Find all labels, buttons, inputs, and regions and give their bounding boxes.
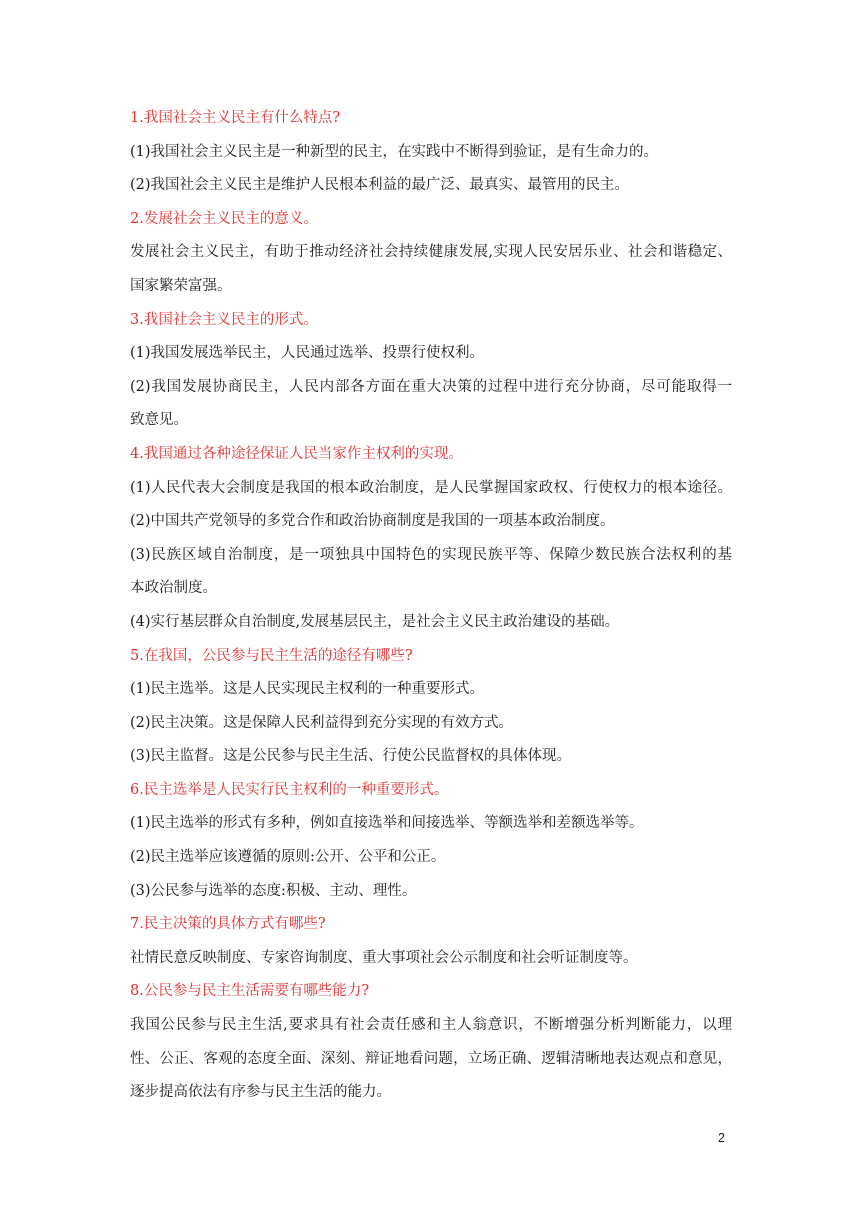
answer-3-point-1: (1)我国发展选举民主，人民通过选举、投票行使权利。: [130, 345, 485, 362]
answer-2-line-2: 国家繁荣富强。: [130, 277, 232, 294]
answer-4-point-3-line-1: (3)民族区域自治制度，是一项独具中国特色的实现民族平等、保障少数民族合法权利的基: [130, 546, 732, 563]
answer-4-point-2: (2)中国共产党领导的多党合作和政治协商制度是我国的一项基本政治制度。: [130, 513, 615, 530]
question-2-heading: 2.发展社会主义民主的意义。: [130, 210, 318, 227]
page-number: 2: [718, 1131, 725, 1145]
answer-6-point-2: (2)民主选举应该遵循的原则:公开、公平和公正。: [130, 849, 446, 866]
answer-5-point-1: (1)民主选举。这是人民实现民主权利的一种重要形式。: [130, 681, 485, 698]
answer-4-point-1: (1)人民代表大会制度是我国的根本政治制度，是人民掌握国家政权、行使权力的根本途径。: [130, 479, 732, 496]
answer-3-point-2-line-2: 致意见。: [130, 412, 188, 429]
answer-6-point-1: (1)民主选举的形式有多种，例如直接选举和间接选举、等额选举和差额选举等。: [130, 815, 644, 832]
question-1-heading: 1.我国社会主义民主有什么特点?: [130, 110, 341, 126]
question-6-heading: 6.民主选举是人民实行民主权利的一种重要形式。: [130, 781, 449, 798]
answer-5-point-3: (3)民主监督。这是公民参与民主生活、行使公民监督权的具体体现。: [130, 748, 572, 765]
answer-8-line-2: 性、公正、客观的态度全面、深刻、辩证地看问题，立场正确、逻辑清晰地表达观点和意见，: [130, 1050, 732, 1067]
question-7-heading: 7.民主决策的具体方式有哪些?: [130, 916, 326, 933]
answer-5-point-2: (2)民主决策。这是保障人民利益得到充分实现的有效方式。: [130, 714, 514, 731]
answer-6-point-3: (3)公民参与选举的态度:积极、主动、理性。: [130, 882, 417, 899]
answer-4-point-3-line-2: 本政治制度。: [130, 580, 217, 597]
answer-2-line-1: 发展社会主义民主，有助于推动经济社会持续健康发展,实现人民安居乐业、社会和谐稳定、: [130, 244, 732, 261]
answer-8-line-1: 我国公民参与民主生活,要求具有社会责任感和主人翁意识，不断增强分析判断能力，以理: [130, 1017, 732, 1034]
document-body: [130, 108, 732, 1116]
answer-3-point-2-line-1: (2)我国发展协商民主，人民内部各方面在重大决策的过程中进行充分协商，尽可能取得一: [130, 378, 732, 395]
question-8-heading: 8.公民参与民主生活需要有哪些能力?: [130, 983, 370, 1000]
answer-1-point-2: (2)我国社会主义民主是维护人民根本利益的最广泛、最真实、最管用的民主。: [130, 177, 630, 194]
answer-4-point-4: (4)实行基层群众自治制度,发展基层民主，是社会主义民主政治建设的基础。: [130, 613, 620, 630]
answer-1-point-1: (1)我国社会主义民主是一种新型的民主，在实践中不断得到验证，是有生命力的。: [130, 143, 659, 160]
question-3-heading: 3.我国社会主义民主的形式。: [130, 311, 318, 328]
question-5-heading: 5.在我国，公民参与民主生活的途径有哪些?: [130, 647, 413, 664]
answer-7-text: 社情民意反映制度、专家咨询制度、重大事项社会公示制度和社会听证制度等。: [130, 949, 638, 966]
question-4-heading: 4.我国通过各种途径保证人民当家作主权利的实现。: [130, 445, 463, 462]
answer-8-line-3: 逐步提高依法有序参与民主生活的能力。: [130, 1084, 391, 1101]
